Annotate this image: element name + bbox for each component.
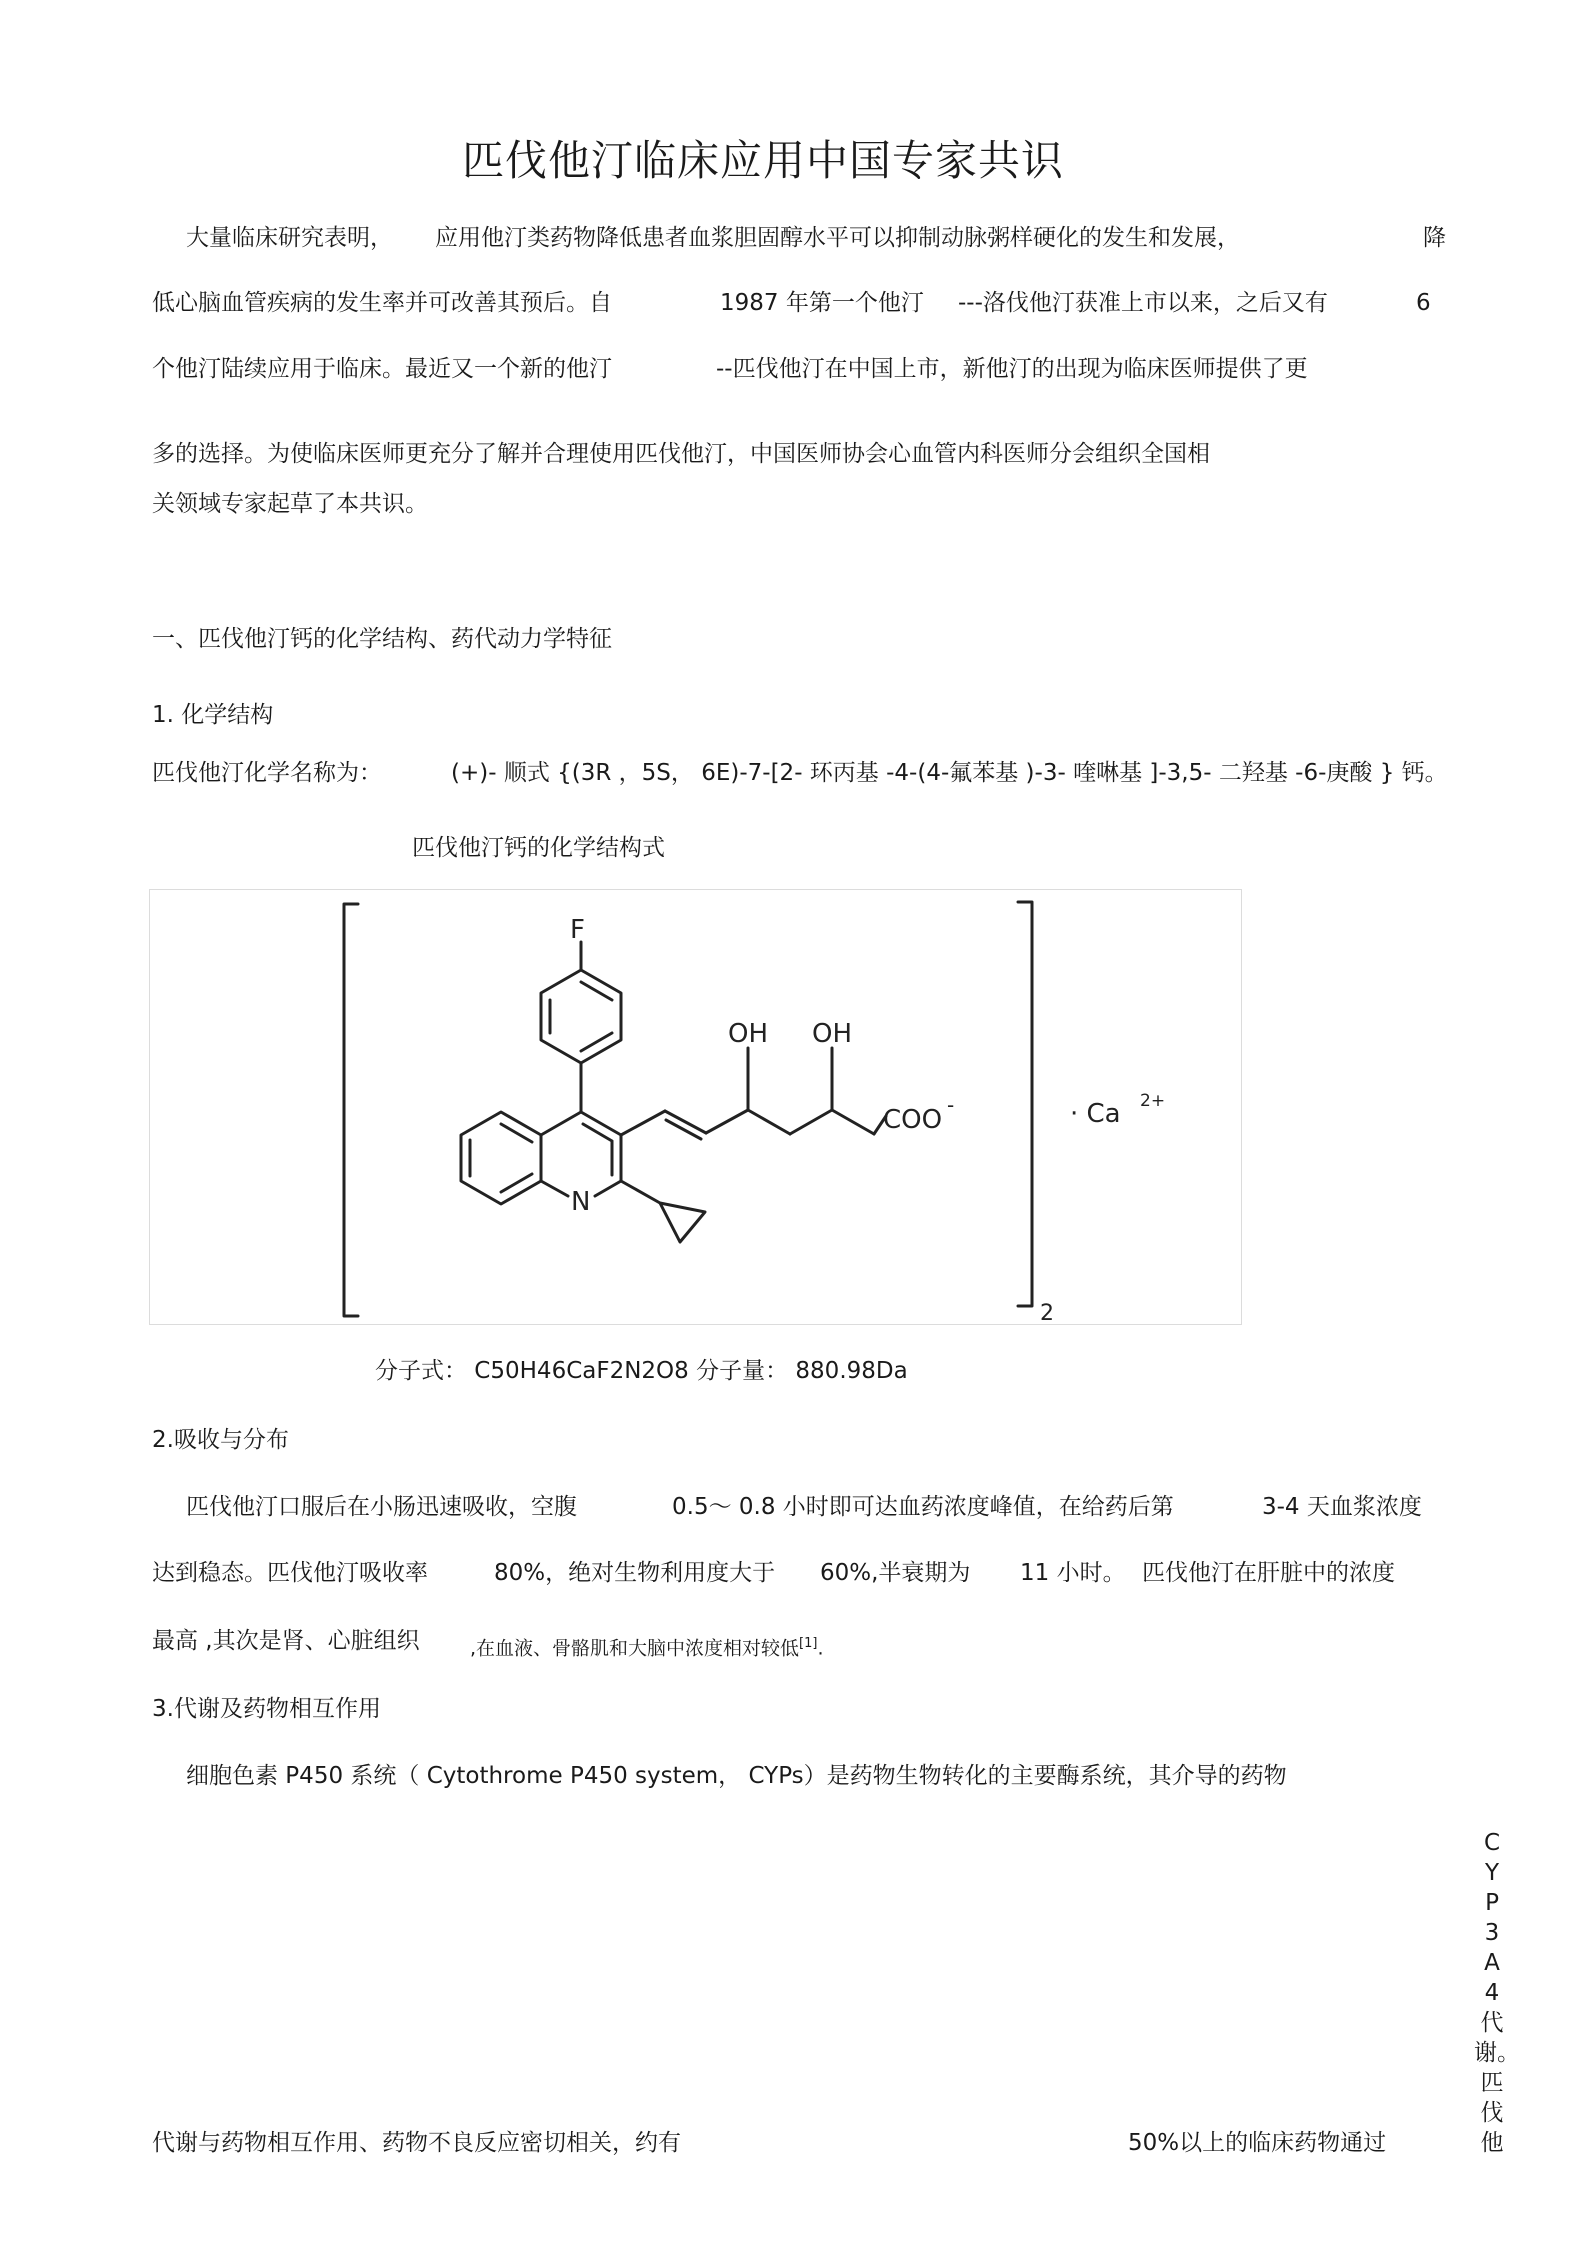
intro-line-1b: 应用他汀类药物降低患者血浆胆固醇水平可以抑制动脉粥样硬化的发生和发展， — [435, 225, 1240, 251]
intro-line-3a: 个他汀陆续应用于临床。最近又一个新的他汀 — [152, 356, 612, 382]
metabolism-line-1: 细胞色素 P450 系统（ Cytothrome P450 system， CYPs）是药物生物转化的主要酶系统，其介导的药物 — [186, 1763, 1287, 1789]
molecular-formula: 分子式： C50H46CaF2N2O8 分子量： 880.98Da — [375, 1358, 908, 1384]
intro-line-5: 关领域专家起草了本共识。 — [152, 491, 428, 517]
section-heading: 一、匹伐他汀钙的化学结构、药代动力学特征 — [152, 626, 612, 652]
absorption-line-3-end: . — [817, 1637, 824, 1660]
fluorophenyl-ring — [541, 970, 621, 1063]
cyclopropyl-ring — [660, 1203, 705, 1242]
atom-coo: COO — [883, 1105, 943, 1135]
intro-line-1a: 大量临床研究表明， — [186, 225, 393, 251]
intro-line-2d: 6 — [1416, 290, 1431, 316]
intro-line-2c: ---洛伐他汀获准上市以来，之后又有 — [958, 290, 1328, 316]
bracket-subscript: 2 — [1040, 1301, 1054, 1324]
metabolism-last-line-a: 代谢与药物相互作用、药物不良反应密切相关，约有 — [152, 2130, 681, 2156]
metabolism-heading: 3.代谢及药物相互作用 — [152, 1696, 381, 1722]
absorption-line-1a: 匹伐他汀口服后在小肠迅速吸收，空腹 — [186, 1494, 577, 1520]
atom-oh-2: OH — [812, 1019, 853, 1049]
absorption-line-3b-text: ,在血液、骨骼肌和大脑中浓度相对较低 — [470, 1637, 800, 1660]
benzo-ring — [461, 1112, 541, 1204]
atom-oh-1: OH — [728, 1019, 769, 1049]
page-title: 匹伐他汀临床应用中国专家共识 — [462, 136, 1065, 185]
absorption-line-1c: 3-4 天血浆浓度 — [1262, 1494, 1422, 1520]
absorption-line-3a: 最高 ,其次是肾、心脏组织 — [152, 1628, 420, 1654]
structure-caption: 匹伐他汀钙的化学结构式 — [412, 835, 665, 861]
chem-heading: 1. 化学结构 — [152, 702, 274, 728]
atom-n: N — [571, 1187, 591, 1217]
intro-line-3b: --匹伐他汀在中国上市，新他汀的出现为临床医师提供了更 — [716, 356, 1308, 382]
charge-ca: 2+ — [1140, 1091, 1166, 1111]
absorption-heading: 2.吸收与分布 — [152, 1427, 289, 1453]
intro-line-2a: 低心脑血管疾病的发生率并可改善其预后。自 — [152, 290, 612, 316]
structure-diagram — [150, 890, 1241, 1324]
intro-line-2b: 1987 年第一个他汀 — [720, 290, 924, 316]
right-bracket — [1018, 902, 1032, 1306]
absorption-line-2b: 80%，绝对生物利用度大于 — [494, 1560, 776, 1586]
citation-ref[interactable]: [1] — [799, 1636, 818, 1651]
metabolism-last-line-b: 50%以上的临床药物通过 — [1128, 2130, 1387, 2156]
absorption-line-3b — [470, 1629, 824, 1663]
intro-line-4: 多的选择。为使临床医师更充分了解并合理使用匹伐他汀，中国医师协会心血管内科医师分会组织全国相 — [152, 441, 1210, 467]
charge-minus: - — [947, 1093, 955, 1117]
absorption-line-2c: 60%,半衰期为 — [820, 1560, 971, 1586]
vertical-overflow-text: C Y P 3 A 4 代 谢。 匹 伐 他 — [1474, 1830, 1520, 2156]
absorption-line-2e: 匹伐他汀在肝脏中的浓度 — [1142, 1560, 1395, 1586]
absorption-line-1b: 0.5～ 0.8 小时即可达血药浓度峰值，在给药后第 — [672, 1494, 1174, 1520]
intro-line-1c: 降 — [1423, 225, 1446, 251]
absorption-line-2a: 达到稳态。匹伐他汀吸收率 — [152, 1560, 428, 1586]
chem-name-label: 匹伐他汀化学名称为： — [152, 760, 382, 786]
atom-f: F — [570, 915, 585, 945]
atom-ca: · Ca — [1070, 1099, 1121, 1129]
absorption-line-2d: 11 小时。 — [1020, 1560, 1126, 1586]
left-bracket — [344, 904, 358, 1316]
chem-name-value: (+)- 顺式 {(3R ，5S， 6E)-7-[2- 环丙基 -4-(4-氟苯基 )-3- 喹啉基 ]-3,5- 二羟基 -6-庚酸 } 钙。 — [451, 760, 1448, 786]
chemical-structure-figure — [149, 889, 1242, 1325]
